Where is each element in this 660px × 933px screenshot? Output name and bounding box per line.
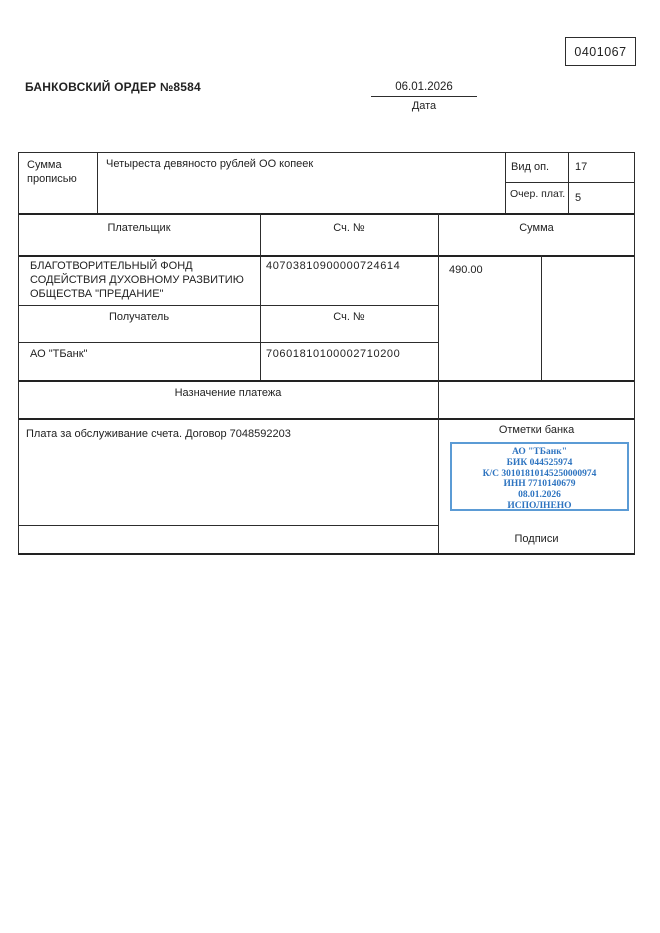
page-title: БАНКОВСКИЙ ОРДЕР №8584 <box>25 80 201 94</box>
grid-line <box>18 255 635 257</box>
bank-stamp <box>450 442 629 511</box>
bank-marks-header: Отметки банка <box>498 424 575 436</box>
stamp-bank-name: АО "ТБанк" <box>511 447 567 457</box>
stamp-date: 08.01.2026 <box>518 490 561 501</box>
grid-line <box>18 380 635 382</box>
payer-name: БЛАГОТВОРИТЕЛЬНЫЙ ФОНД СОДЕЙСТВИЯ ДУХОВНОМУ РАЗВИТИЮ ОБЩЕСТВА "ПРЕДАНИЕ" <box>30 260 244 300</box>
grid-line <box>18 152 19 553</box>
grid-line <box>18 152 635 153</box>
grid-line <box>18 418 635 420</box>
recipient-account-header: Сч. № <box>333 311 365 323</box>
purpose-header: Назначение платежа <box>174 387 282 399</box>
grid-line <box>18 553 635 555</box>
grid-line <box>260 213 261 380</box>
op-type-value: 17 <box>575 161 588 173</box>
recipient-header: Получатель <box>108 311 170 323</box>
recipient-name: АО "ТБанк" <box>30 348 88 360</box>
purpose-value: Плата за обслуживание счета. Договор 7048592203 <box>26 428 291 440</box>
payment-priority-value: 5 <box>575 192 582 204</box>
payer-account: 40703810900000724614 <box>266 260 401 272</box>
form-code-box <box>565 37 636 66</box>
payment-priority-label: Очер. плат. <box>510 188 566 200</box>
grid-line <box>568 152 569 213</box>
grid-line <box>18 525 438 526</box>
payer-account-header: Сч. № <box>333 222 365 234</box>
date-value: 06.01.2026 <box>371 81 477 97</box>
grid-line <box>97 152 98 213</box>
grid-line <box>438 213 439 553</box>
date-label: Дата <box>411 100 437 112</box>
payer-header: Плательщик <box>107 222 171 234</box>
stamp-status: ИСПОЛНЕНО <box>507 500 572 511</box>
grid-line <box>18 213 635 215</box>
amount-words-value: Четыреста девяносто рублей ОО копеек <box>106 158 314 170</box>
grid-line <box>505 152 506 213</box>
stamp-corr-account: К/С 30101810145250000974 <box>482 468 597 479</box>
date-block <box>371 81 477 112</box>
amount-header: Сумма <box>519 222 554 234</box>
grid-line <box>18 305 438 306</box>
amount-value: 490.00 <box>449 264 483 276</box>
stamp-inn: ИНН 7710140679 <box>503 479 576 490</box>
signatures-label: Подписи <box>514 533 559 545</box>
grid-line <box>18 342 438 343</box>
grid-line <box>541 255 542 380</box>
op-type-label: Вид оп. <box>511 161 550 173</box>
grid-line <box>634 152 635 553</box>
form-code: 0401067 <box>574 44 627 59</box>
stamp-bik: БИК 044525974 <box>506 457 573 468</box>
grid-line <box>505 182 635 183</box>
recipient-account: 70601810100002710200 <box>266 348 401 360</box>
amount-words-label: Сумма прописью <box>27 159 77 185</box>
